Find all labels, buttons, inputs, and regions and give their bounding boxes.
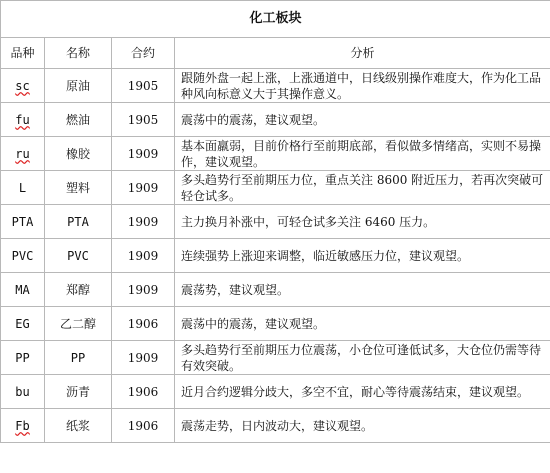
table-title: 化工板块 — [1, 1, 550, 38]
row-contract: 1906 — [112, 375, 175, 409]
table-row — [1, 409, 550, 443]
row-contract: 1906 — [112, 409, 175, 443]
row-code: PVC — [1, 239, 45, 273]
table-row — [1, 69, 550, 103]
row-code: sc — [15, 78, 30, 93]
row-name: 燃油 — [45, 103, 112, 137]
table-row — [1, 103, 550, 137]
row-analysis: 近月合约逻辑分歧大，多空不宜，耐心等待震荡结束，建议观望。 — [175, 375, 550, 409]
row-name: 纸浆 — [45, 409, 112, 443]
row-code: L — [1, 171, 45, 205]
row-analysis: 震荡中的震荡，建议观望。 — [175, 103, 550, 137]
table-row — [1, 307, 550, 341]
row-code: EG — [1, 307, 45, 341]
row-code: PP — [1, 341, 45, 375]
row-analysis: 基本面羸弱，目前价格行至前期底部，看似做多情绪高，实则不易操作，建议观望。 — [175, 137, 550, 171]
row-contract: 1909 — [112, 341, 175, 375]
row-analysis: 跟随外盘一起上涨，上涨通道中，日线级别操作难度大，作为化工品种风向标意义大于其操作意义。 — [175, 69, 550, 103]
row-code: Fb — [15, 418, 30, 433]
row-analysis: 连续强势上涨迎来调整，临近敏感压力位，建议观望。 — [175, 239, 550, 273]
row-analysis: 震荡中的震荡，建议观望。 — [175, 307, 550, 341]
header-row — [1, 38, 550, 69]
header-contract: 合约 — [112, 38, 175, 69]
row-name: PTA — [45, 205, 112, 239]
row-code: PTA — [1, 205, 45, 239]
row-analysis: 多头趋势行至前期压力位震荡，小仓位可逢低试多，大仓位仍需等待有效突破。 — [175, 341, 550, 375]
row-contract: 1909 — [112, 137, 175, 171]
table-row — [1, 375, 550, 409]
table-row — [1, 273, 550, 307]
header-name: 名称 — [45, 38, 112, 69]
row-name: 原油 — [45, 69, 112, 103]
row-code: fu — [15, 112, 30, 127]
table-row — [1, 171, 550, 205]
row-contract: 1905 — [112, 103, 175, 137]
row-contract: 1909 — [112, 273, 175, 307]
row-contract: 1906 — [112, 307, 175, 341]
row-name: PP — [45, 341, 112, 375]
header-code: 品种 — [1, 38, 45, 69]
row-analysis: 震荡势，建议观望。 — [175, 273, 550, 307]
row-name: 郑醇 — [45, 273, 112, 307]
row-contract: 1909 — [112, 171, 175, 205]
row-name: 乙二醇 — [45, 307, 112, 341]
table-row — [1, 239, 550, 273]
header-analysis: 分析 — [175, 38, 550, 69]
row-name: 橡胶 — [45, 137, 112, 171]
table-row — [1, 341, 550, 375]
row-name: PVC — [45, 239, 112, 273]
row-analysis: 震荡走势，日内波动大，建议观望。 — [175, 409, 550, 443]
table-row — [1, 205, 550, 239]
row-code: MA — [1, 273, 45, 307]
title-row — [1, 1, 550, 38]
table-row — [1, 137, 550, 171]
row-code: bu — [1, 375, 45, 409]
row-analysis: 主力换月补涨中，可轻仓试多关注 6460 压力。 — [175, 205, 550, 239]
row-contract: 1909 — [112, 239, 175, 273]
row-code: ru — [15, 146, 30, 161]
row-analysis: 多头趋势行至前期压力位，重点关注 8600 附近压力，若再次突破可轻仓试多。 — [175, 171, 550, 205]
row-contract: 1905 — [112, 69, 175, 103]
row-contract: 1909 — [112, 205, 175, 239]
row-name: 沥青 — [45, 375, 112, 409]
row-name: 塑料 — [45, 171, 112, 205]
